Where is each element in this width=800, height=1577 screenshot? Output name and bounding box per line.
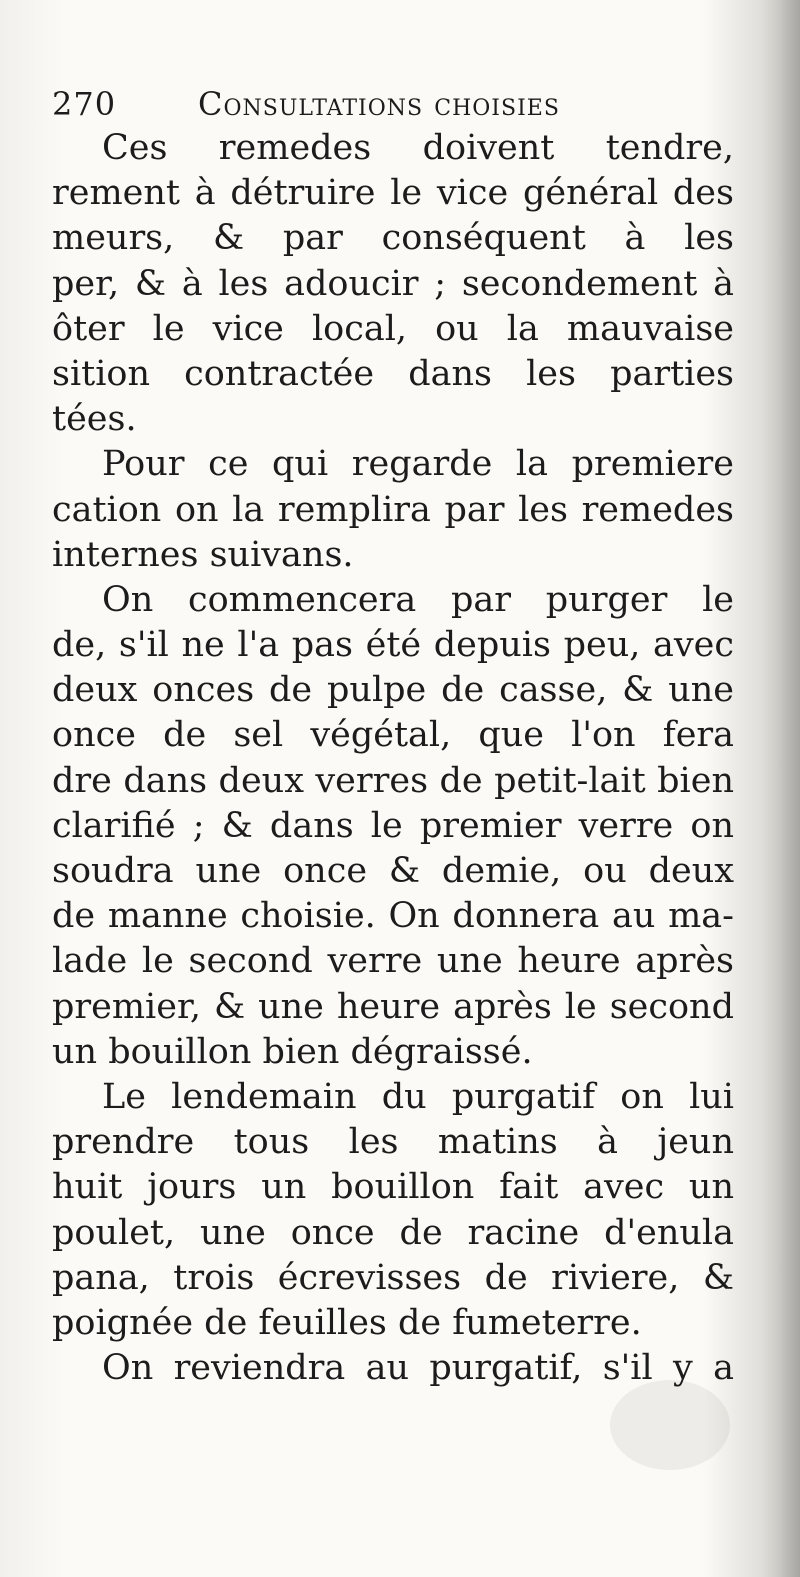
text-line: On commencera par purger le [102,579,734,620]
paragraph-5 [52,1346,734,1391]
text-line: On reviendra au purgatif, s'il y a [102,1348,734,1389]
text-line: poulet, une once de racine d'enula [52,1212,734,1253]
page-edge-shadow [760,0,800,1577]
paragraph-1 [52,126,734,442]
text-line: ôter le vice local, ou la mauvaise [52,308,734,349]
text-line: Le lendemain du purgatif on lui [102,1076,734,1117]
paper-stain [610,1380,730,1470]
page-number: 270 [52,85,117,123]
text-line: pana, trois écrevisses de riviere, & [52,1257,734,1298]
running-title: Consultations choisies [198,85,560,123]
paragraph-3 [52,578,734,1075]
text-line: dre dans deux verres de petit-lait bien [52,760,734,801]
text-line: un bouillon bien dégraissé. [52,1031,533,1072]
text-line: per, & à les adoucir ; secondement à [52,263,734,304]
paragraph-2 [52,442,734,578]
text-line: Ces remedes doivent tendre, [102,128,734,168]
text-line: huit jours un bouillon fait avec un [52,1167,734,1208]
text-line: rement à détruire le vice général des [52,173,734,214]
text-line: internes suivans. [52,534,354,575]
text-line: prendre tous les matins à jeun [52,1122,734,1163]
text-line: Pour ce qui regarde la premiere [102,444,734,485]
body-text [52,126,734,1391]
text-line: tées. [52,399,137,440]
text-line: lade le second verre une heure après [52,941,734,982]
text-line: deux onces de pulpe de casse, & une [52,670,734,711]
text-line: meurs, & par conséquent à les [52,218,734,259]
text-line: poignée de feuilles de fumeterre. [52,1302,642,1343]
text-line: de manne choisie. On donnera au ma- [52,896,734,937]
paragraph-4 [52,1075,734,1346]
text-line: cation on la remplira par les remedes [52,489,734,530]
text-line: premier, & une heure après le second [52,986,734,1027]
text-line: sition contractée dans les parties [52,353,734,394]
running-header [52,80,742,128]
text-line: de, s'il ne l'a pas été depuis peu, avec [52,625,734,666]
text-line: soudra une once & demie, ou deux [52,851,734,891]
text-line: once de sel végétal, que l'on fera [52,715,734,756]
text-line: clarifié ; & dans le premier verre on [52,805,734,846]
